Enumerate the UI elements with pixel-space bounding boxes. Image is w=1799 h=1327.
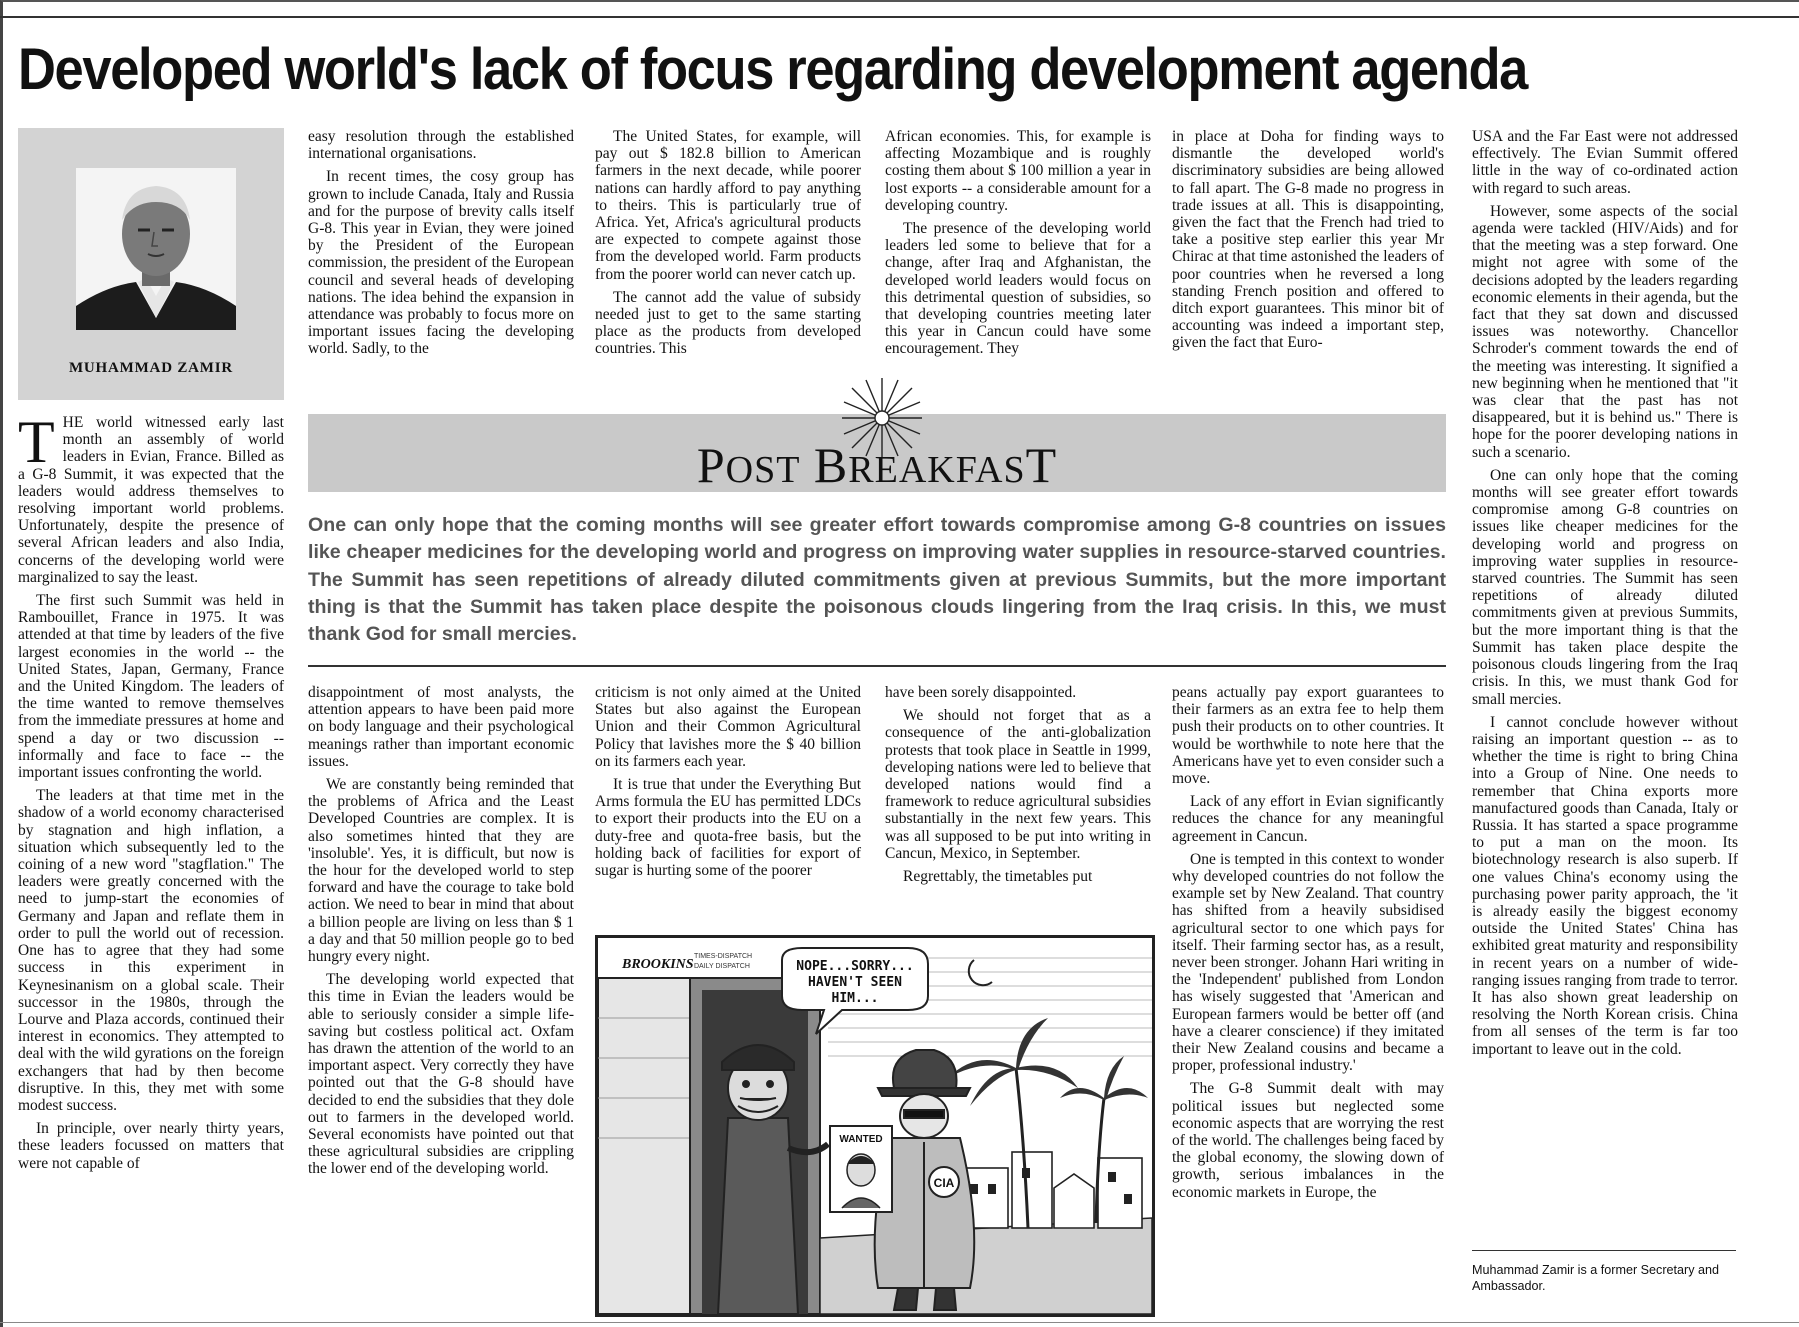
cartoon-drawing (598, 938, 1152, 1314)
column-6 (1472, 128, 1738, 1064)
col1-paragraph: In principle, over nearly thirty years, these leaders focussed on matters that were not capable of (18, 1120, 284, 1172)
col4-paragraph: have been sorely disappointed. (885, 684, 1077, 701)
column-1 (18, 409, 284, 1178)
col5-paragraph: Lack of any effort in Evian significantly reduces the chance for any meaningful agreement in Cancun. (1172, 793, 1444, 845)
wanted-poster-text: WANTED (839, 1134, 883, 1145)
col1-p1-text: HE world witnessed early last month an assembly of world leaders in Evian, France. Billed as a G-8 Summit, it was expected that the leaders would address themselves to resolving important world problems. Unfortunately, despite the presence of several African leaders and also India, concerns of the developing world were marginalized to say the least. (18, 414, 284, 586)
col3-paragraph: The United States, for example, will pay out $ 182.8 billion to American farmers in the next decade, while poorer nations can hardly afford to pay anything to theirs. This is particularly true of Africa. Yet, Africa's agricultural products are expected to compete against those from the developed world. Farm products from the poorer world can never catch up. (595, 128, 861, 283)
col2-paragraph: easy resolution through the established international organisations. (308, 128, 574, 163)
signature-sub-line: TIMES-DISPATCH (694, 953, 753, 960)
editorial-cartoon (595, 935, 1155, 1317)
col6-paragraph: USA and the Far East were not addressed effectively. The Evian Summit offered little in the way of co-ordinated action with regard to such areas. (1472, 128, 1738, 197)
col4-paragraph: Regrettably, the timetables put (903, 868, 1093, 886)
column-2-bottom (308, 684, 574, 1184)
col5-paragraph: peans actually pay export guarantees to their farmers as an extra fee to help them push their products on to other countries. It would be worthwhile to note here that the Americans have yet to even consider such a move. (1172, 684, 1444, 788)
section-title-part: T (1025, 437, 1058, 493)
col2-paragraph: We are constantly being reminded that the problems of Africa and the Least Developed Countries are complex. It is also sometimes hinted that they are 'insoluble'. Yes, it is difficult, but now is the hour for the developed world to step forward and have the courage to take bold action. We need to bear in mind that about a billion people are living on less than $ 1 a day and that 50 million people go to bed hungry every night. (308, 776, 574, 966)
col6-paragraph: One can only hope that the coming months will see greater effort towards compromise among G-8 countries on issues like cheaper medicines for the developing world and progress on improving water supplies in resource-starved countries. The Summit has seen repetitions of already diluted commitments given at previous Summits, but the more important thing is that the Summit has taken place despite the poisonous clouds lingering from the Iraq crisis. In this, we must thank God for small mercies. (1472, 466, 1738, 708)
section-title-part: B (800, 437, 849, 493)
author-photo (76, 168, 236, 330)
column-5-top (1172, 128, 1444, 358)
col4-paragraph: We should not forget that as a consequence of the anti-globalization protests that took place in Seattle in 1999, developing nations were led to believe that developed nations would find a framework to reduce agricultural subsidies substantially in the next few years. This was all supposed to be put into writing in Cancun, Mexico, in September. (885, 707, 1151, 862)
col2-paragraph: The developing world expected that this time in Evian the leaders would be able to seriously consider a simple life-saving but costless political act. Oxfam has drawn the attention of the world to an important aspect. Very correctly they have pointed out that the G-8 should have decided to end the subsidies that they dole out to farmers in the developed world. Several economists have pointed out that these agricultural subsidies are crippling the lower end of the developing world. (308, 971, 574, 1178)
column-2-top (308, 128, 574, 364)
col6-paragraph: However, some aspects of the social agenda were tackled (HIV/Aids) and for that the meeting was a step forward. One might not agree with some of the decisions adopted by the leaders regarding economic elements in their agenda, but the fact that they sat down and discussed issues was noteworthy. Chancellor Schroder's comment towards the end of the meeting was interesting. It signified a new beginning when he mentioned that "it was clear that the past has not disappeared, but it is behind us." There is hope for the poorer developing nations in such a scenario. (1472, 202, 1738, 461)
author-footnote: Muhammad Zamir is a former Secretary and Ambassador. (1472, 1263, 1720, 1293)
speech-text-line: NOPE...SORRY... (796, 959, 914, 974)
col5-paragraph: in place at Doha for finding ways to dismantle the developed world's discriminatory subsidies are being allowed to fall apart. The G-8 made no progress in trade issues at all. This is disappointing, given the fact that the French had tried to take a positive step earlier this year Mr Chirac at that time astonished the leaders of poor countries when he reversed a long standing French position and offered to ditch export guarantees. This minor bit of accounting was indeed a important step, given the fact that Euro- (1172, 128, 1444, 352)
column-5-bottom (1172, 684, 1444, 1207)
pull-quote-rule (308, 665, 1446, 667)
col6-paragraph: I cannot conclude however without raising an important question -- as to whether the time is right to bring China into a Group of Nine. One needs to remember that China exports more manufactured goods than Canada, Italy or Russia. It has started a space programme to put a man on the moon. Its biotechnology research is also superb. If one values China's economy using the purchasing power parity approach, the 'it is already easily the biggest economy outside the United States' China has exhibited great maturity and responsibility in recent years on a number of wide-ranging issues ranging from trade to terror. It has also shown great leadership on resolving the North Korean crisis. China from all senses of the term is far too important to leave out in the cold. (1472, 713, 1738, 1058)
author-box (18, 128, 284, 400)
col2-paragraph: In recent times, the cosy group has grown to include Canada, Italy and Russia and for the purpose of brevity calls itself G-8. This year in Evian, they were joined by the President of the European commission, the president of the European council and several heads of developing nations. The idea behind the expansion in attendance was probably to focus more on important issues facing the developing world. Sadly, to the (308, 168, 574, 358)
col4-paragraph: The presence of the developing world leaders led some to believe that for a change, after Iraq and Afghanistan, the developed world leaders would focus on this detrimental question of subsidies, so that developing countries meeting later this year in Cancun could have some encouragement. They (885, 220, 1151, 358)
column-3-top (595, 128, 861, 364)
col5-paragraph: One is tempted in this context to wonder why developed countries do not follow the example set by New Zealand. That country has shifted from a heavily subsidised agricultural sector to one which pays for itself. Their farming sector has, as a result, never been stronger. Johann Hari writing in the 'Independent' published from London has wisely suggested that 'American and European farmers would be better off (and have a clearer conscience) if they imitated their New Zealand cousins and became a proper, professional industry.' (1172, 850, 1444, 1075)
section-title-part: OST (725, 449, 801, 491)
column-4-bottom (885, 684, 1151, 891)
author-byline: MUHAMMAD ZAMIR (68, 360, 234, 376)
cartoonist-signature: BROOKINS (622, 957, 694, 972)
col3-paragraph: criticism is not only aimed at the United States but also against the European Union and their Common Agricultural Policy that lavishes more the $ 40 billion on its farmers each year. (595, 684, 861, 770)
speech-text-line: HIM... (831, 991, 879, 1006)
col2-paragraph: disappointment of most analysts, the attention appears to have been paid more on body language and their psychological meanings rather than important economic issues. (308, 684, 574, 770)
column-4-top (885, 128, 1151, 364)
footnote-rule (1472, 1250, 1736, 1251)
headline: Developed world's lack of focus regarding development agenda (18, 37, 1528, 102)
col5-paragraph: The G-8 Summit dealt with may political issues but neglected some economic aspects that are worrying the rest of the world. The challenges being faced by the global economy, the slowing down of growth, serious imbalances in the economic markets in Europe, the (1172, 1080, 1444, 1201)
col1-paragraph: The first such Summit was held in Rambouillet, France in 1975. It was attended at that time by leaders of the five largest economies in the world -- the United States, Japan, Germany, France and the United Kingdom. The leaders of the time wanted to remove themselves from the immediate pressures at home and spend a day or two discussion -- informally and face to face -- the important issues confronting the world. (18, 592, 284, 782)
pull-quote: One can only hope that the coming months will see greater effort towards compromise among G-8 countries on issues like cheaper medicines for the developing world and progress on improving water supplies in resource-starved countries. The Summit has seen repetitions of already diluted commitments given at previous Summits, but the more important thing is that the Summit has taken place despite the poisonous clouds lingering from the Iraq crisis. In this, we must thank God for small mercies. (308, 514, 1446, 646)
col3-paragraph: It is true that under the Everything But Arms formula the EU has permitted LDCs to export their products into the EU on a duty-free and quota-free basis, but the holding back of facilities for export of sugar is hurting some of the poorer (595, 776, 861, 880)
col1-paragraph: The leaders at that time met in the shadow of a world economy characterised by stagnation and high inflation, a situation which subsequently led to the coining of a new word "stagflation." The leaders were greatly concerned with the need to jump-start the economies of Germany and Japan and reflate them in order to pull the world out of recession. One has to agree that they had some success in this experiment in Keynesinanism on a global scale. Their successor in the 1980s, through the Lourve and Plaza accords, continued their interest in economics. They attempted to deal with the wild gyrations on the foreign exchangers that had by then become disruptive. In this, they met with some modest success. (18, 787, 284, 1114)
cia-badge-text: CIA (933, 1176, 955, 1190)
speech-text-line: HAVEN'T SEEN (808, 975, 902, 990)
bottom-rule (0, 1322, 1799, 1323)
col3-paragraph: The cannot add the value of subsidy needed just to get to the same starting place as the products from developed countries. This (595, 288, 861, 358)
signature-sub-line: DAILY DISPATCH (694, 963, 750, 970)
col4-paragraph: African economies. This, for example is affecting Mozambique and is roughly costing them about $ 100 million a year in lost exports -- a considerable amount for a developing country. (885, 128, 1151, 214)
section-title-part: P (696, 437, 726, 493)
section-title-part: REAKFAS (848, 449, 1026, 491)
column-3-bottom (595, 684, 861, 885)
top-rule (0, 16, 1799, 18)
drop-cap: T (18, 409, 55, 475)
